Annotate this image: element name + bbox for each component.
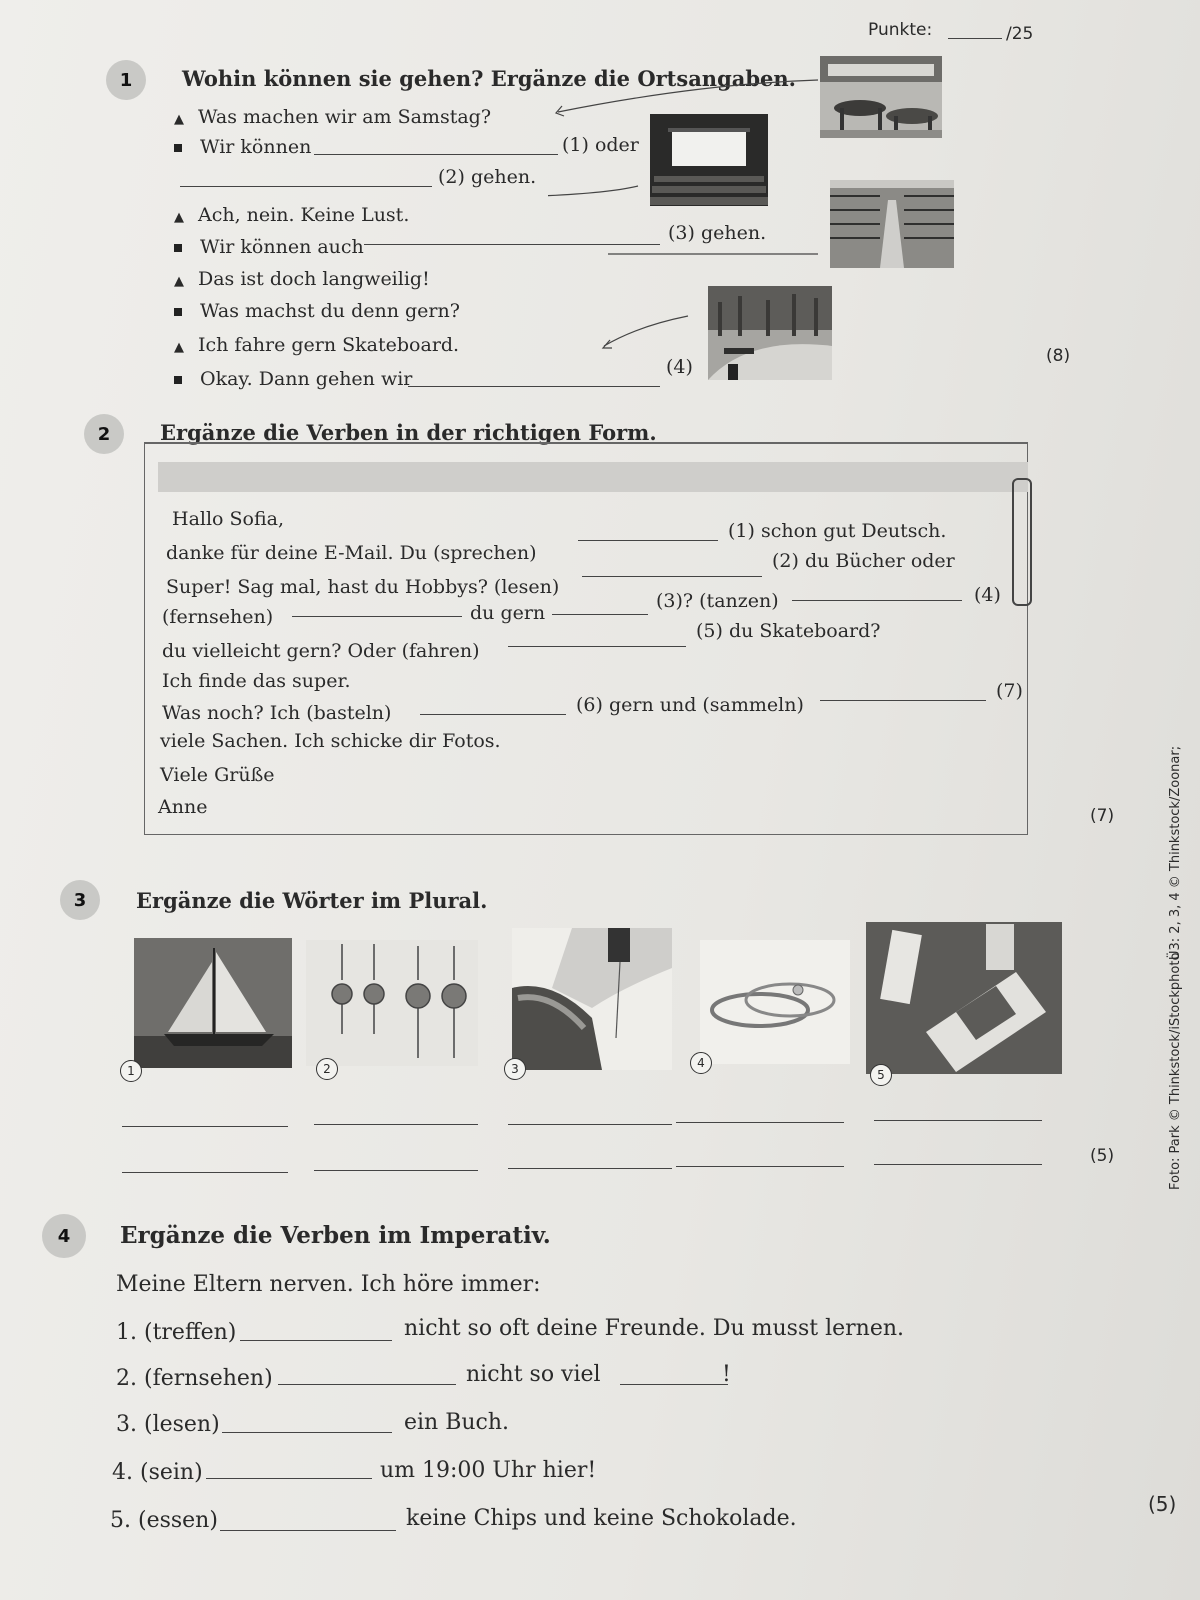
plural-blank-3a[interactable] [508, 1124, 672, 1125]
points-blank[interactable] [948, 38, 1002, 39]
dialog-marker-4: (4) [666, 356, 693, 378]
verb-blank-7[interactable] [420, 714, 566, 715]
scarves-image [866, 922, 1062, 1074]
email-line-7: viele Sachen. Ich schicke dir Fotos. [160, 730, 501, 752]
dialog-marker-1: (1) oder [562, 134, 639, 156]
exercise-number-3: 3 [60, 880, 100, 920]
imperative-3-text: ein Buch. [404, 1410, 510, 1435]
bracelet-photo [512, 928, 672, 1070]
dialog-line-5: ▲ Das ist doch langweilig! [174, 268, 430, 290]
imperative-3-verb: 3. (lesen) [116, 1412, 220, 1437]
verb-blank-3[interactable] [292, 616, 462, 617]
answer-blank-2[interactable] [180, 186, 432, 187]
dialog-line-8: Okay. Dann gehen wir [174, 368, 412, 390]
plural-blank-4b[interactable] [676, 1166, 844, 1167]
plural-blank-1b[interactable] [122, 1172, 288, 1173]
exercise-number-1: 1 [106, 60, 146, 100]
plural-blank-3b[interactable] [508, 1168, 672, 1169]
exercise-number-4: 4 [42, 1214, 86, 1258]
dialog-line-2: Wir können [174, 136, 311, 158]
verb-blank-4[interactable] [552, 614, 648, 615]
imperative-blank-1[interactable] [240, 1340, 392, 1341]
exercise-number-2: 2 [84, 414, 124, 454]
dialog-line-3: ▲ Ach, nein. Keine Lust. [174, 204, 410, 226]
exercise-4-title: Ergänze die Verben im Imperativ. [120, 1222, 551, 1249]
imperative-2-verb: 2. (fernsehen) [116, 1366, 273, 1391]
verb-blank-5[interactable] [792, 600, 962, 601]
sailboat-photo [134, 938, 292, 1068]
email-line-8: Viele Grüße [160, 764, 275, 786]
plural-blank-5b[interactable] [874, 1164, 1042, 1165]
email-line-6b: (6) gern und (sammeln) [576, 694, 804, 716]
photo-number-2: 2 [316, 1058, 338, 1080]
exercise-4-intro: Meine Eltern nerven. Ich höre immer: [116, 1272, 541, 1297]
email-line-6c: (7) [996, 680, 1023, 702]
exercise-2-title: Ergänze die Verben in der richtigen Form. [160, 420, 657, 445]
exercise-1-score: (8) [1046, 346, 1071, 366]
dialog-line-1: ▲ Was machen wir am Samstag? [174, 106, 492, 128]
imperative-blank-5[interactable] [220, 1530, 396, 1531]
photo-number-1: 1 [120, 1060, 142, 1082]
points-total: /25 [1006, 24, 1034, 44]
imperative-2-text: nicht so viel [466, 1362, 601, 1387]
photo-credit: Foto: Park © Thinkstock/iStockphoto [1168, 952, 1183, 1190]
email-frame [144, 442, 1028, 835]
email-line-5: Ich finde das super. [162, 670, 351, 692]
plural-blank-2b[interactable] [314, 1170, 478, 1171]
earrings-photo [306, 940, 478, 1066]
imperative-4-text: um 19:00 Uhr hier! [380, 1458, 597, 1483]
email-line-3a: (fernsehen) [162, 606, 274, 628]
verb-blank-8[interactable] [820, 700, 986, 701]
email-line-1a: danke für deine E-Mail. Du (sprechen) [166, 542, 537, 564]
photo-number-3: 3 [504, 1058, 526, 1080]
email-line-4a: du vielleicht gern? Oder (fahren) [162, 640, 480, 662]
email-line-6a: Was noch? Ich (basteln) [162, 702, 392, 724]
points-label: Punkte: [868, 20, 933, 40]
email-scrollbar[interactable] [1012, 478, 1032, 606]
dialog-marker-2: (2) gehen. [438, 166, 537, 188]
imperative-blank-3[interactable] [222, 1432, 392, 1433]
photo-credit-2: Ü3: 2, 3, 4 © Thinkstock/Zoonar; [1168, 745, 1183, 960]
imperative-1-text: nicht so oft deine Freunde. Du musst lernen. [404, 1316, 904, 1341]
photo-number-4: 4 [690, 1052, 712, 1074]
dialog-marker-3: (3) gehen. [668, 222, 767, 244]
imperative-4-verb: 4. (sein) [112, 1460, 203, 1485]
dialog-line-6: Was machst du denn gern? [174, 300, 460, 322]
exercise-3-title: Ergänze die Wörter im Plural. [136, 888, 488, 913]
library-image [830, 180, 954, 268]
exercise-3-score: (5) [1090, 1146, 1115, 1166]
photo-number-5: 5 [870, 1064, 892, 1086]
plural-blank-4a[interactable] [676, 1122, 844, 1123]
imperative-blank-4[interactable] [206, 1478, 372, 1479]
plural-blank-5a[interactable] [874, 1120, 1042, 1121]
imperative-blank-2b[interactable] [620, 1384, 728, 1385]
verb-blank-2[interactable] [582, 576, 762, 577]
imperative-5-verb: 5. (essen) [110, 1508, 218, 1533]
imperative-5-text: keine Chips und keine Schokolade. [406, 1506, 797, 1531]
email-greeting: Hallo Sofia, [172, 508, 285, 530]
plural-blank-1a[interactable] [122, 1126, 288, 1127]
cafe-image [820, 56, 942, 138]
bracelet-image [512, 928, 672, 1070]
verb-blank-6[interactable] [508, 646, 686, 647]
answer-blank-1[interactable] [314, 154, 558, 155]
imperative-blank-2a[interactable] [278, 1384, 456, 1385]
plural-blank-2a[interactable] [314, 1124, 478, 1125]
email-line-2b: (2) du Bücher oder [772, 550, 955, 572]
email-line-4b: (5) du Skateboard? [696, 620, 881, 642]
rings-image [700, 940, 850, 1064]
email-signature: Anne [158, 796, 208, 818]
verb-blank-1[interactable] [578, 540, 718, 541]
rings-photo [700, 940, 850, 1064]
cafe-photo [820, 56, 942, 138]
library-photo [830, 180, 954, 268]
dialog-line-7: ▲ Ich fahre gern Skateboard. [174, 334, 460, 356]
earrings-image [306, 940, 478, 1066]
exercise-4-score: (5) [1148, 1492, 1177, 1516]
scarves-photo [866, 922, 1062, 1074]
email-line-1b: (1) schon gut Deutsch. [728, 520, 947, 542]
email-line-3b: du gern [470, 602, 546, 624]
exercise-2-score: (7) [1090, 806, 1115, 826]
connector-arrows [548, 66, 828, 406]
dialog-line-4: Wir können auch [174, 236, 364, 258]
email-line-3c: (3)? (tanzen) [656, 590, 779, 612]
imperative-1-verb: 1. (treffen) [116, 1320, 237, 1345]
sailboat-image [134, 938, 292, 1068]
email-header-bar [158, 462, 1028, 492]
imperative-2-end: ! [722, 1362, 731, 1387]
exercise-1-title: Wohin können sie gehen? Ergänze die Ortsangaben. [182, 66, 796, 91]
email-line-2a: Super! Sag mal, hast du Hobbys? (lesen) [166, 576, 560, 598]
email-line-3d: (4) [974, 584, 1001, 606]
